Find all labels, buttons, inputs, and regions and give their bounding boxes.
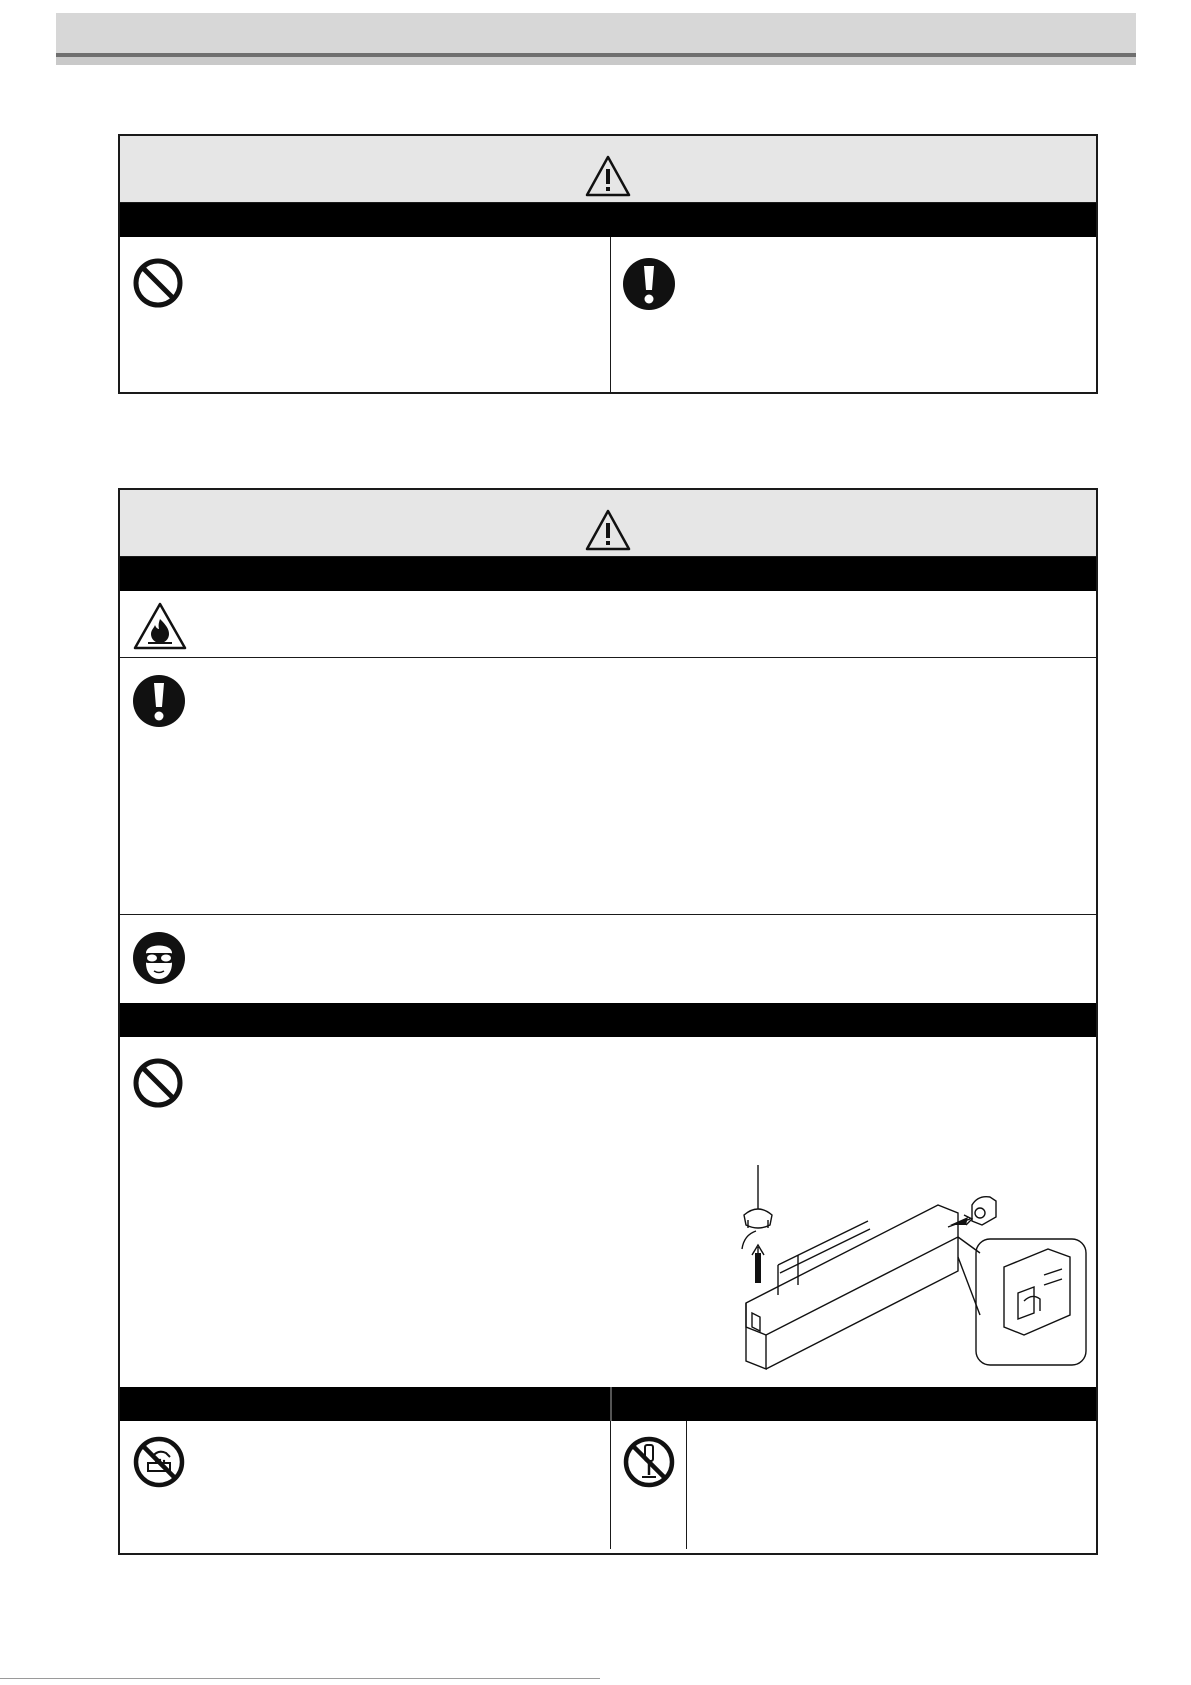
no-wet-hands-icon — [132, 1435, 186, 1489]
bar-divider — [610, 1387, 612, 1421]
header-band — [56, 13, 1136, 57]
no-disassembly-icon — [622, 1435, 676, 1489]
warning-box-1 — [118, 134, 1098, 394]
prohibition-icon — [132, 257, 184, 309]
column-divider — [610, 237, 611, 393]
warning-triangle-icon — [584, 508, 632, 552]
footer-crop-line — [0, 1678, 600, 1679]
mandatory-action-icon — [622, 257, 676, 311]
warning-box-2-section-bar-2 — [120, 1003, 1096, 1037]
prohibition-row — [120, 1037, 1096, 1387]
mandatory-row — [120, 657, 1096, 914]
warning-box-1-section-bar — [120, 203, 1096, 237]
warning-box-2-section-bar-1 — [120, 557, 1096, 591]
bottom-row — [120, 1421, 1096, 1549]
ink-cartridge-illustration — [718, 1165, 1088, 1371]
warning-box-2-section-bar-3 — [120, 1387, 1096, 1421]
warning-box-1-title — [120, 136, 1096, 203]
warning-box-2-title — [120, 490, 1096, 557]
flammable-icon — [132, 601, 188, 651]
column-divider — [610, 1421, 611, 1549]
flammable-row — [120, 591, 1096, 657]
icon-column-divider — [686, 1421, 687, 1549]
warning-box-1-content-row — [120, 237, 1096, 393]
wear-goggles-icon — [132, 931, 186, 985]
warning-box-2 — [118, 488, 1098, 1555]
footer-crop-text — [600, 1676, 602, 1685]
prohibition-icon — [132, 1057, 184, 1109]
header-underline — [56, 57, 1136, 65]
warning-triangle-icon — [584, 154, 632, 198]
mandatory-action-icon — [132, 674, 186, 728]
goggles-row — [120, 914, 1096, 1003]
